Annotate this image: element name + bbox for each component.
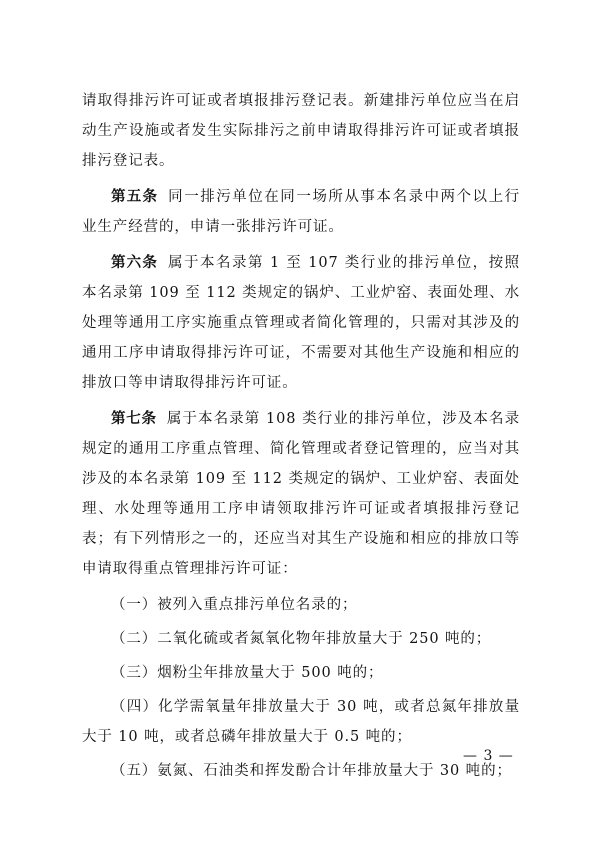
list-item-2: （二）二氧化硫或者氮氧化物年排放量大于 250 吨的；	[111, 631, 492, 647]
paragraph-continuation: 请取得排污许可证或者填报排污登记表。新建排污单位应当在启动生产设施或者发生实际排污之前申请取得排污许可证或者填报排污登记表。	[82, 93, 520, 169]
list-item-3: （三）烟粉尘年排放量大于 500 吨的；	[111, 665, 384, 681]
list-item-5: （五）氨氮、石油类和挥发酚合计年排放量大于 30 吨的；	[111, 763, 512, 779]
article-7-text: 属于本名录第 108 类行业的排污单位，涉及本名录规定的通用工序重点管理、简化管理或者登记管理的，应当对其涉及的本名录第 109 至 112 类规定的锅炉、工业炉窑、表面处理、水处理等通用工序申请领取排污许可证或者填报排污登记表；有下列情形之一的，还应当对其生产设施和相应的排放口等申请取得重点管理排污许可证：	[82, 411, 520, 577]
article-5-text: 同一排污单位在同一场所从事本名录中两个以上行业生产经营的，申请一张排污许可证。	[82, 189, 520, 235]
article-5-label: 第五条	[111, 189, 159, 205]
article-7-label: 第七条	[111, 411, 157, 427]
article-6-text: 属于本名录第 1 至 107 类行业的排污单位，按照本名录第 109 至 112 类规定的锅炉、工业炉窑、表面处理、水处理等通用工序实施重点管理或者简化管理的，只需对其涉及的通用工序申请取得排污许可证，不需要对其他生产设施和相应的排放口等申请取得排污许可证。	[82, 255, 520, 391]
article-5	[82, 182, 520, 242]
page-number: — 3 —	[463, 748, 514, 764]
article-6-label: 第六条	[111, 255, 159, 271]
article-7	[82, 404, 520, 584]
article-6	[82, 248, 520, 398]
document-body	[82, 86, 520, 790]
list-item-1: （一）被列入重点排污单位名录的；	[111, 597, 358, 613]
list-item-4: （四）化学需氧量年排放量大于 30 吨，或者总氮年排放量大于 10 吨，或者总磷年排放量大于 0.5 吨的；	[82, 699, 520, 745]
